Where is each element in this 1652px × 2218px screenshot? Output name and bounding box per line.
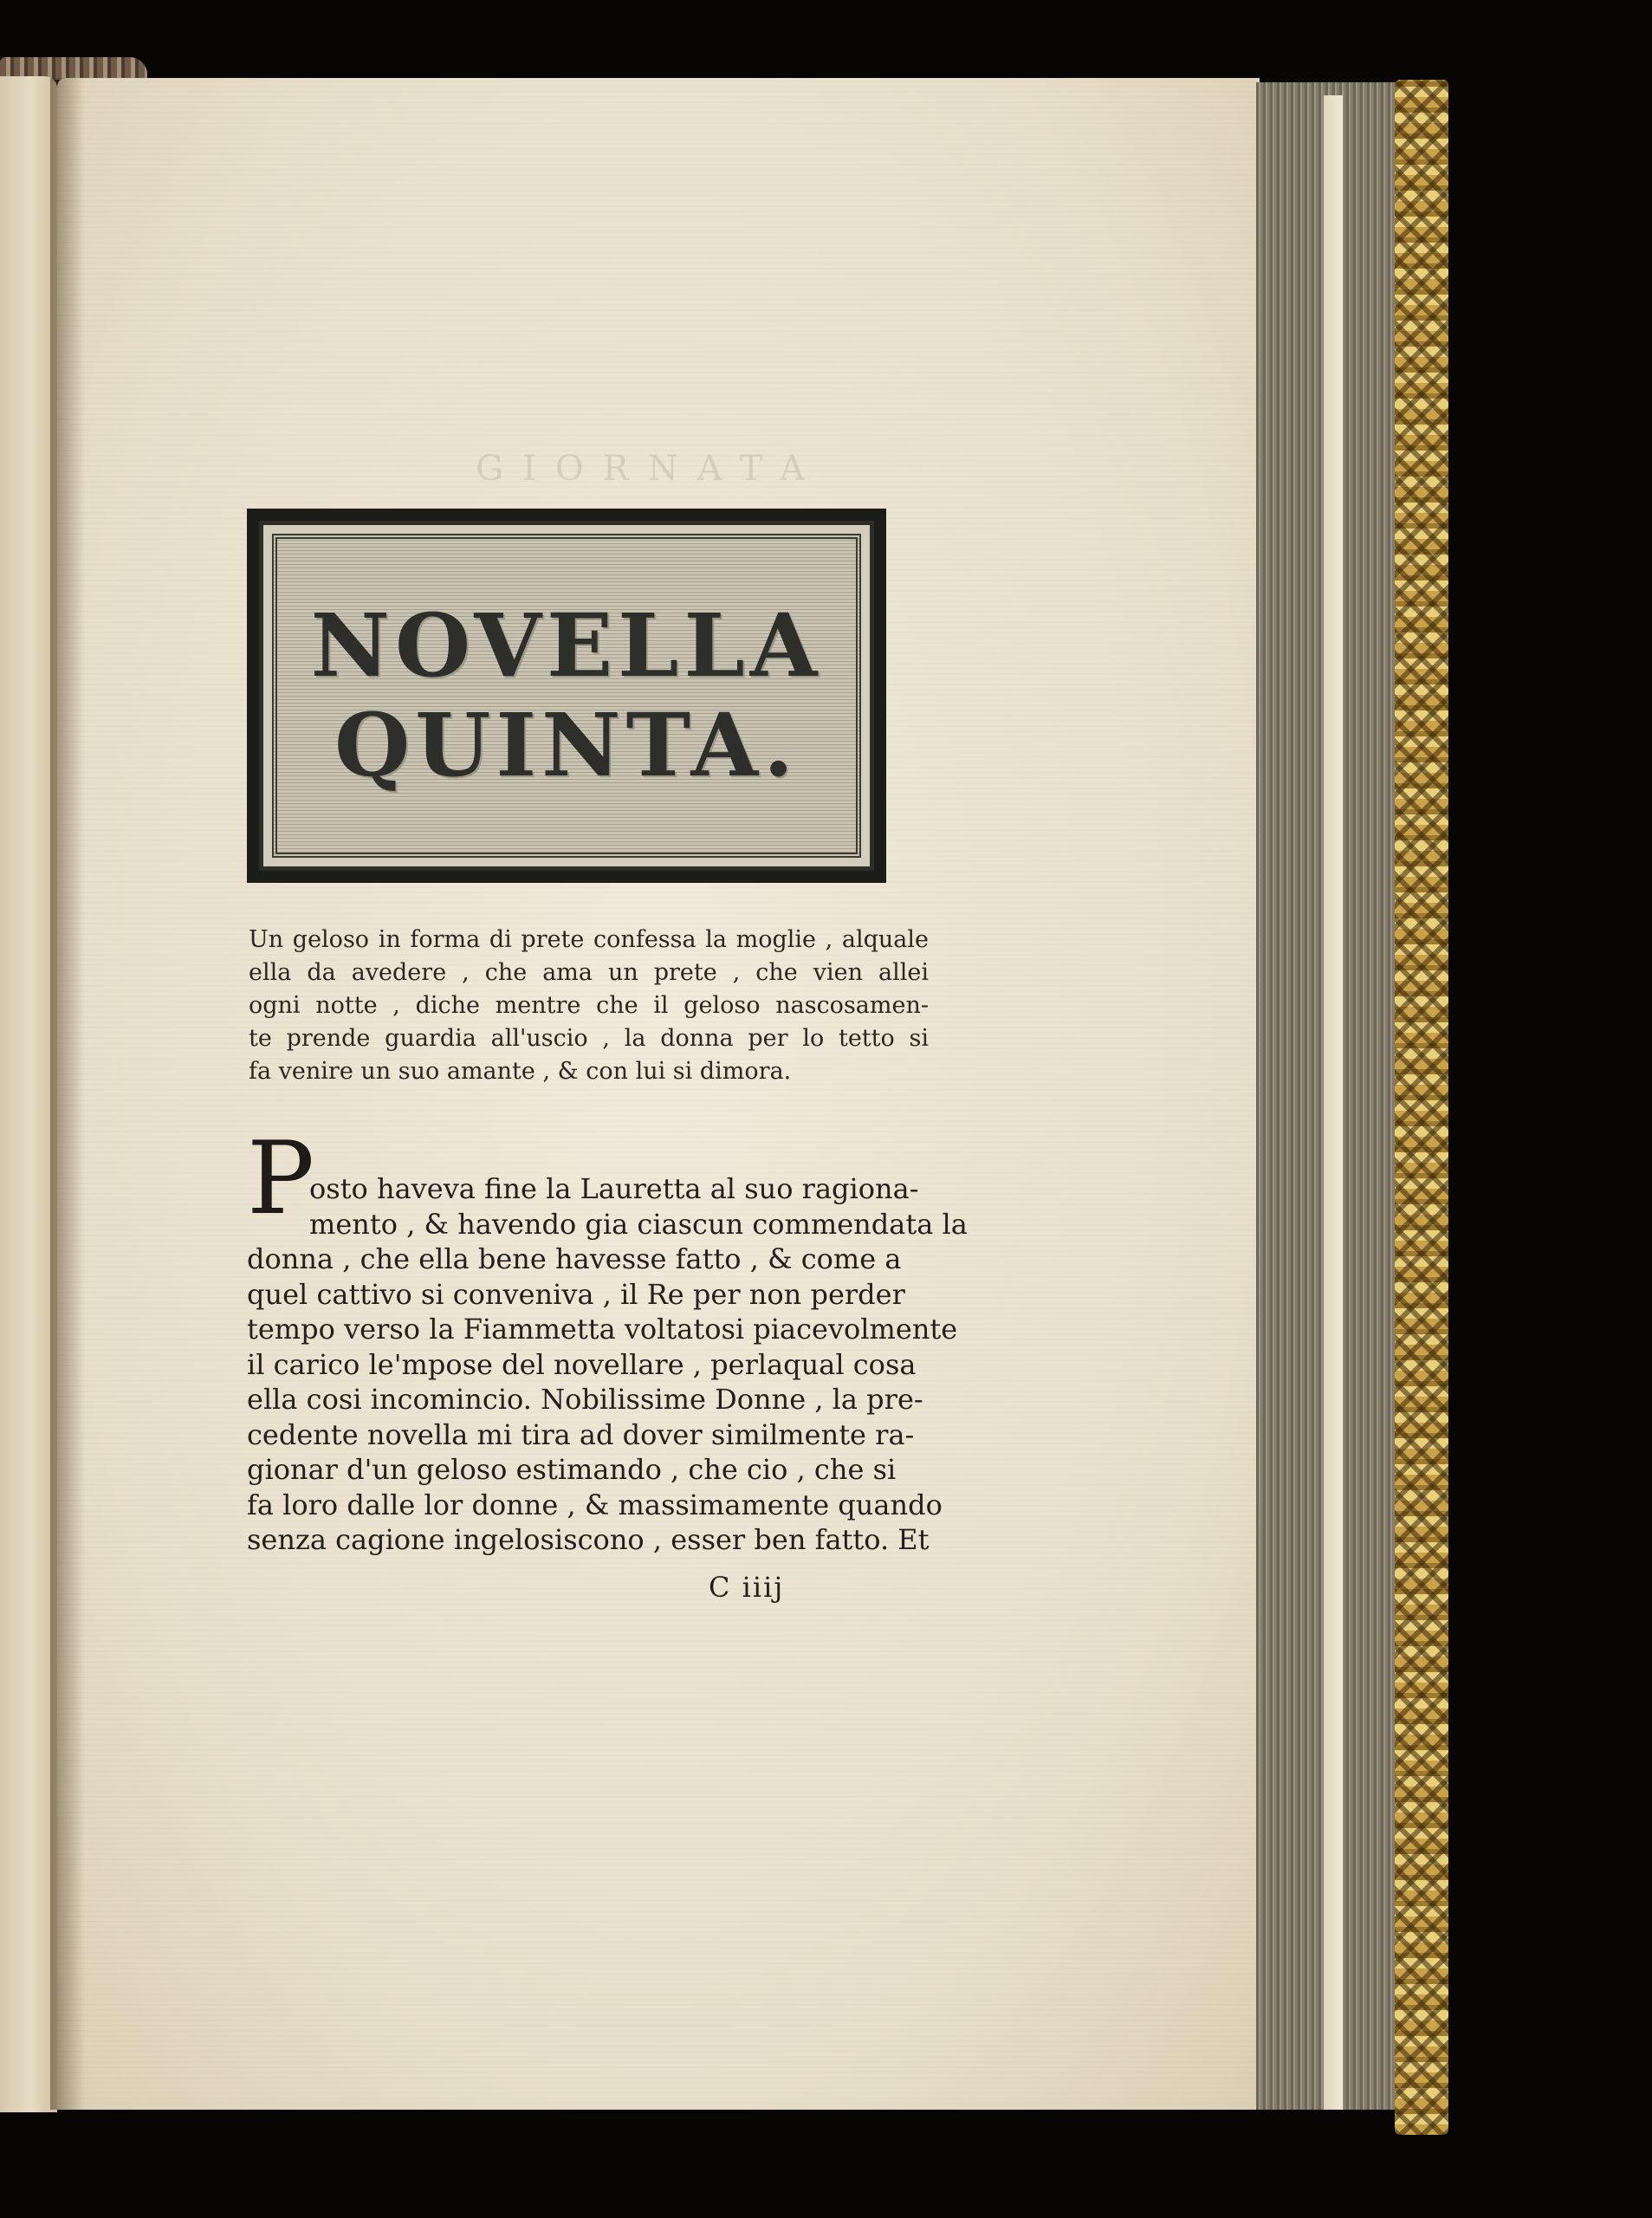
title-frame-border xyxy=(259,521,874,871)
body-line: cedente novella mi tira ad dover similmente ra- xyxy=(247,1417,915,1451)
gutter-shadow xyxy=(50,78,85,2110)
body-line: quel cattivo si conveniva , il Re per non perder xyxy=(247,1277,905,1311)
title-line-2: QUINTA. xyxy=(334,694,799,796)
previous-page-edge xyxy=(0,76,57,2112)
argument-line: Un geloso in forma di prete confessa la moglie , alquale xyxy=(249,926,929,953)
argument-line: te prende guardia all'uscio , la donna per lo tetto si xyxy=(249,1025,929,1052)
gilt-spine xyxy=(1395,80,1448,2135)
body-line: donna , che ella bene havesse fatto , & come a xyxy=(247,1242,902,1275)
body-text xyxy=(247,1171,968,1558)
signature-mark: C iiij xyxy=(709,1571,785,1604)
argument-line: ella da avedere , che ama un prete , che vien allei xyxy=(249,959,929,986)
novella-argument xyxy=(249,924,929,1088)
body-line: tempo verso la Fiammetta voltatosi piacevolmente xyxy=(247,1313,958,1346)
running-head-showthrough: GIORNATA xyxy=(476,449,824,489)
body-line: fa loro dalle lor donne , & massimamente quando xyxy=(247,1488,943,1521)
page-block-highlight xyxy=(1324,95,1343,2110)
argument-line: ogni notte , diche mentre che il geloso nascosamen- xyxy=(249,992,929,1019)
book-page xyxy=(57,78,1260,2110)
title-panel xyxy=(272,534,861,858)
body-line: ella cosi incomincio. Nobilissime Donne , la pre- xyxy=(247,1383,923,1416)
body-line: gionar d'un geloso estimando , che cio , che si xyxy=(247,1453,897,1486)
body-line: il carico le'mpose del novellare , perlaqual cosa xyxy=(247,1347,917,1381)
drop-cap: P xyxy=(247,1120,315,1237)
title-line-1: NOVELLA xyxy=(310,594,823,697)
title-frame xyxy=(247,509,886,883)
body-line: osto haveva fine la Lauretta al suo ragiona- xyxy=(309,1172,919,1205)
body-line: senza cagione ingelosiscono , esser ben fatto. Et xyxy=(247,1523,930,1556)
body-line: mento , & havendo gia ciascun commendata la xyxy=(309,1207,968,1241)
argument-line: fa venire un suo amante , & con lui si dimora. xyxy=(249,1058,792,1085)
